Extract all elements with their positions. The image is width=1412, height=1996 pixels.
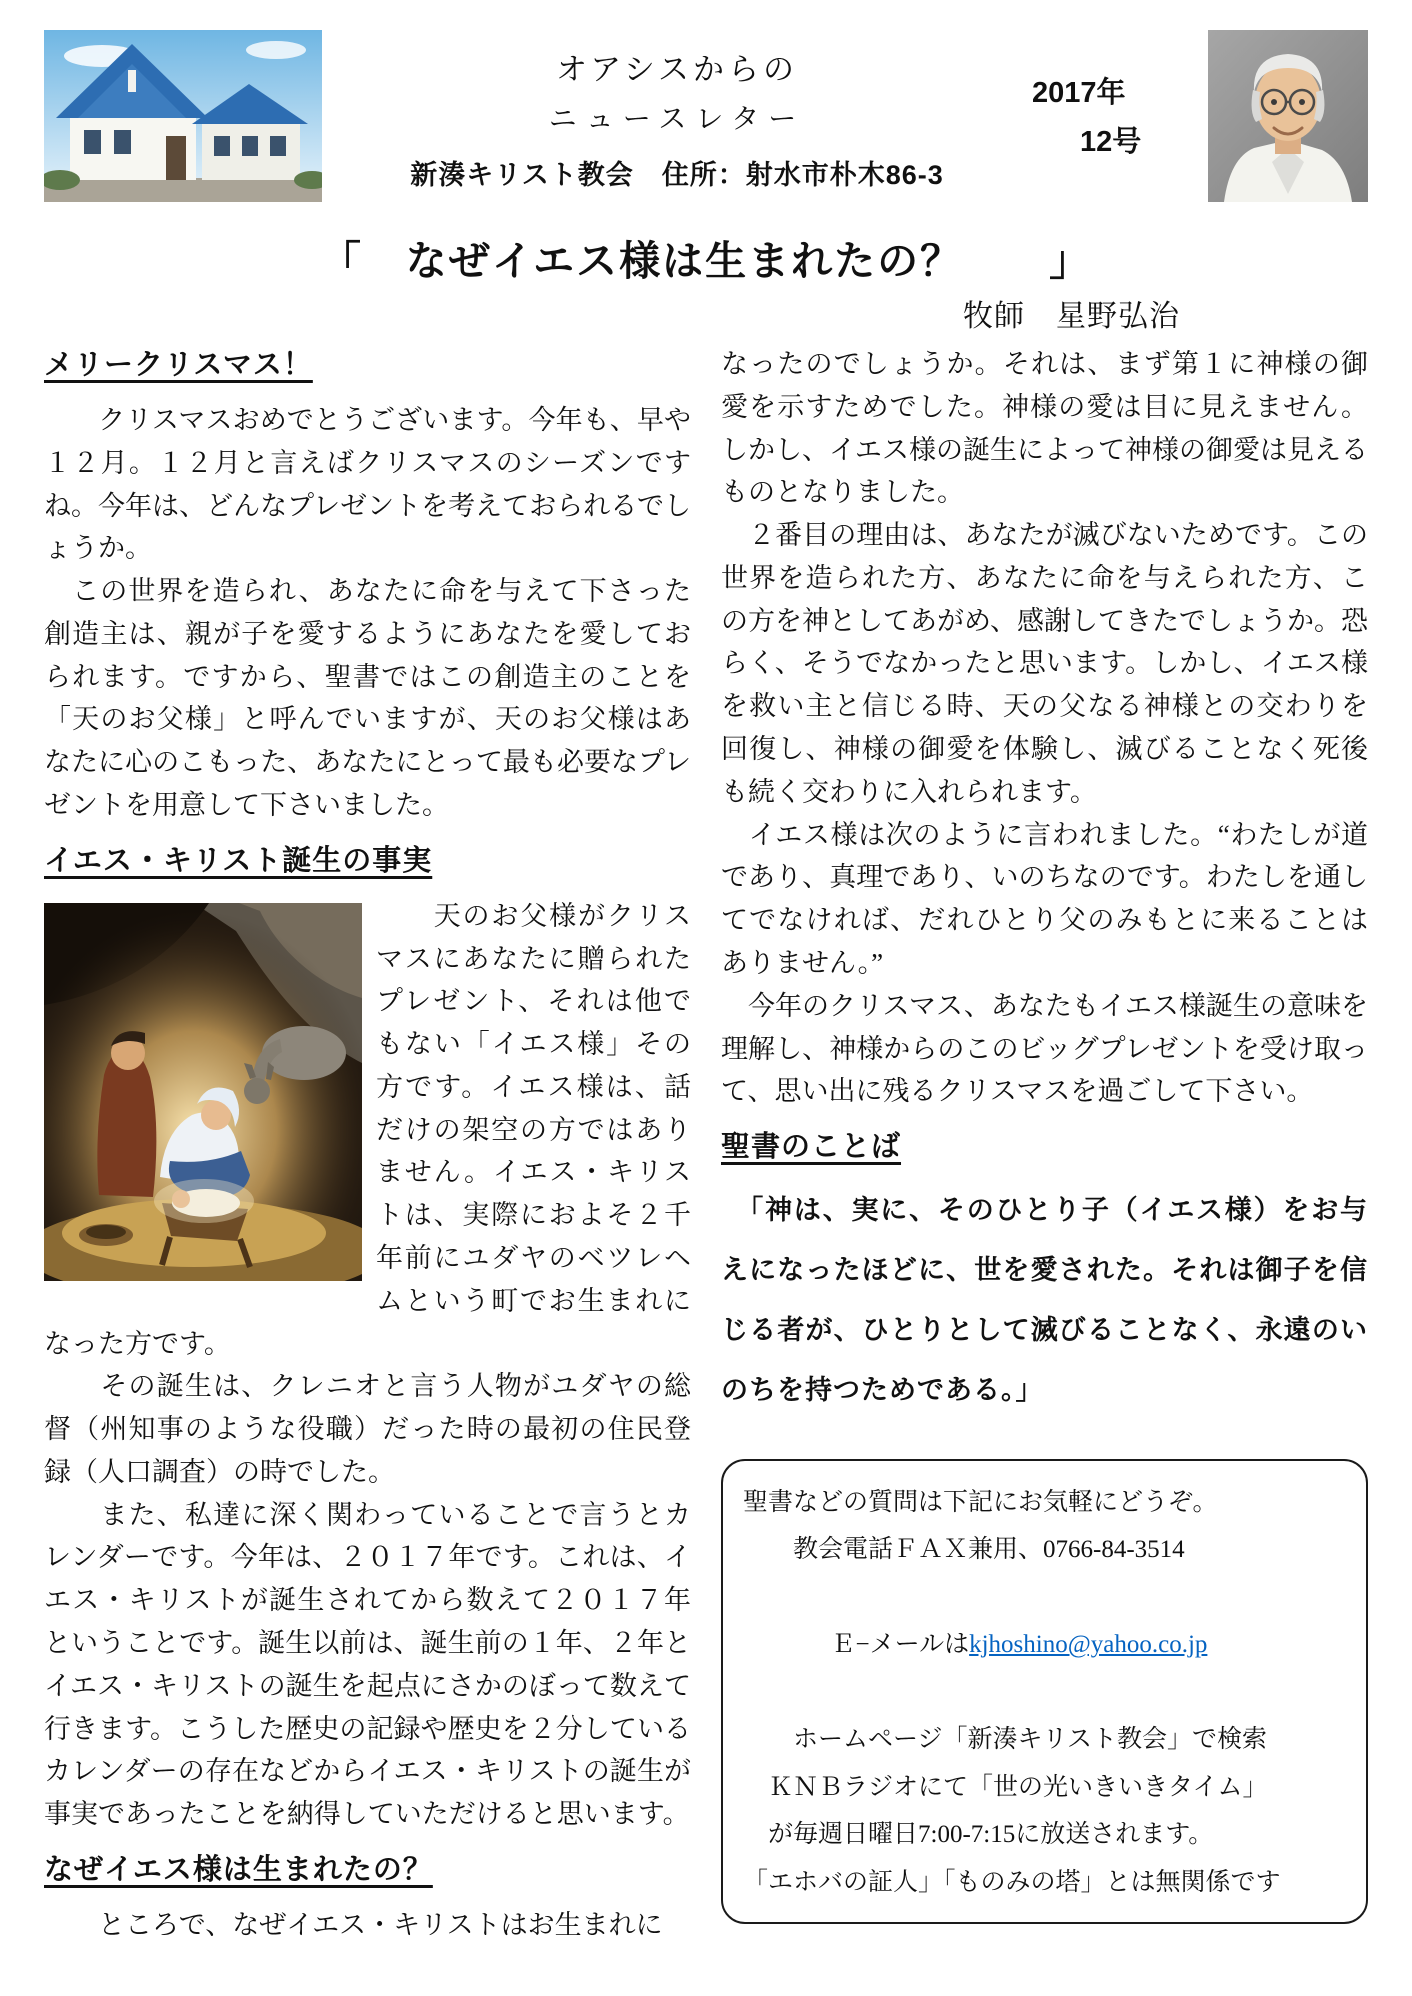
header xyxy=(44,30,1368,202)
heading-why-born: なぜイエス様は生まれたの？ xyxy=(44,1853,433,1886)
paragraph: 天のお父様がクリスマスにあなたに贈られたプレゼント、それは他でもない「イエス様」その方です。イエス様は、話だけの架空の方ではありません。イエス・キリストは、実際におよそ２千年前にユダヤのベツレヘムという町でお生まれになった方です。 xyxy=(44,900,691,1359)
newsletter-title-line1: オアシスからの xyxy=(556,52,798,87)
church-name-address: 新湊キリスト教会 住所：射水市朴木86-3 xyxy=(410,160,944,190)
article-title: 「 なぜイエス様は生まれたの？ 」 xyxy=(319,238,1093,284)
radio-line-2: が毎週日曜日7:00-7:15に放送されます。 xyxy=(743,1821,1214,1849)
nativity-painting xyxy=(44,903,362,1281)
paragraph: クリスマスおめでとうございます。今年も、早や１２月。１２月と言えばクリスマスのシーズンですね。今年は、どんなプレゼントを考えておられるでしょうか。 xyxy=(44,404,691,564)
pastor-portrait-illustration xyxy=(1208,30,1368,202)
email-line xyxy=(743,1574,1346,1717)
contact-info-box xyxy=(721,1459,1368,1925)
phone-fax-line: 教会電話ＦＡＸ兼用、0766-84-3514 xyxy=(743,1536,1185,1564)
radio-line-1: ＫＮＢラジオにて「世の光いきいきタイム」 xyxy=(743,1773,1268,1801)
church-photo-illustration xyxy=(44,30,322,202)
issue-number: 12号 xyxy=(1080,126,1142,158)
heading-merry-christmas: メリークリスマス！ xyxy=(44,349,313,381)
issue-block xyxy=(1032,30,1190,160)
paragraph: 今年のクリスマス、あなたもイエス様誕生の意味を理解し、神様からのこのビッグプレゼントを受け取って、思い出に残るクリスマスを過ごして下さい。 xyxy=(721,990,1368,1107)
article-body xyxy=(44,343,1368,1947)
issue-year: 2017年 xyxy=(1032,77,1126,109)
contact-intro: 聖書などの質問は下記にお気軽にどうぞ。 xyxy=(743,1488,1218,1516)
heading-birth-fact: イエス・キリスト誕生の事実 xyxy=(44,844,433,877)
disclaimer-line: 「エホバの証人」「ものみの塔」とは無関係です xyxy=(743,1868,1281,1896)
masthead xyxy=(340,30,1014,192)
paragraph: なったのでしょうか。それは、まず第１に神様の御愛を示すためでした。神様の愛は目に見えません。しかし、イエス様の誕生によって神様の御愛は見えるものとなりました。 xyxy=(721,349,1368,508)
paragraph: ところで、なぜイエス・キリストはお生まれに xyxy=(44,1909,663,1940)
paragraph: イエス様は次のように言われました。“わたしが道であり、真理であり、いのちなのです。わたしを通してでなければ、だれひとり父のみもとに来ることはありません。” xyxy=(721,819,1368,978)
left-column xyxy=(44,343,691,1947)
paragraph-with-image xyxy=(44,895,691,1366)
paragraph: また、私達に深く関わっていることで言うとカレンダーです。今年は、２０１７年です。これは、イエス・キリストが誕生されてから数えて２０１７年ということです。誕生以前は、誕生前の１年、２年とイエス・キリストの誕生を起点にさかのぼって数えて行きます。こうした歴史の記録や歴史を２分しているカレンダーの存在などからイエス・キリストの誕生が事実であったことを納得していただけると思います。 xyxy=(44,1499,691,1830)
paragraph: この世界を造られ、あなたに命を与えて下さった創造主は、親が子を愛するようにあなたを愛しておられます。ですから、聖書ではこの創造主のことを「天のお父様」と呼んでいますが、天のお父様はあなたに心のこもった、あなたにとって最も必要なプレゼントを用意して下さいました。 xyxy=(44,576,691,820)
newsletter-title-line2: ニュースレター xyxy=(548,103,806,134)
email-label: Ｅ−メールは xyxy=(805,1631,970,1659)
homepage-line: ホームページ「新湊キリスト教会」で検索 xyxy=(743,1726,1268,1754)
paragraph: ２番目の理由は、あなたが滅びないためです。この世界を造られた方、あなたに命を与えられた方、この方を神としてあがめ、感謝してきたでしょうか。恐らく、そうでなかったと思います。しかし、イエス様を救い主と信じる時、天の父なる神様との交わりを回復し、神様の御愛を体験し、滅びることなく死後も続く交わりに入れられます。 xyxy=(721,520,1368,807)
pastor-portrait xyxy=(1208,30,1368,202)
church-photo xyxy=(44,30,322,202)
right-column xyxy=(721,343,1368,1947)
author-byline: 牧師 星野弘治 xyxy=(963,300,1180,333)
heading-bible-words: 聖書のことば xyxy=(721,1131,902,1164)
paragraph: その誕生は、クレニオと言う人物がユダヤの総督（州知事のような役職）だった時の最初の住民登録（人口調査）の時でした。 xyxy=(44,1371,691,1487)
nativity-illustration xyxy=(44,903,362,1281)
email-link[interactable]: kjhoshino@yahoo.co.jp xyxy=(969,1631,1208,1659)
bible-quote: 「神は、実に、そのひとり子（イエス様）をお与えになったほどに、世を愛された。それは御子を信じる者が、ひとりとして滅びることなく、永遠のいのちを持つためである。」 xyxy=(721,1195,1368,1405)
